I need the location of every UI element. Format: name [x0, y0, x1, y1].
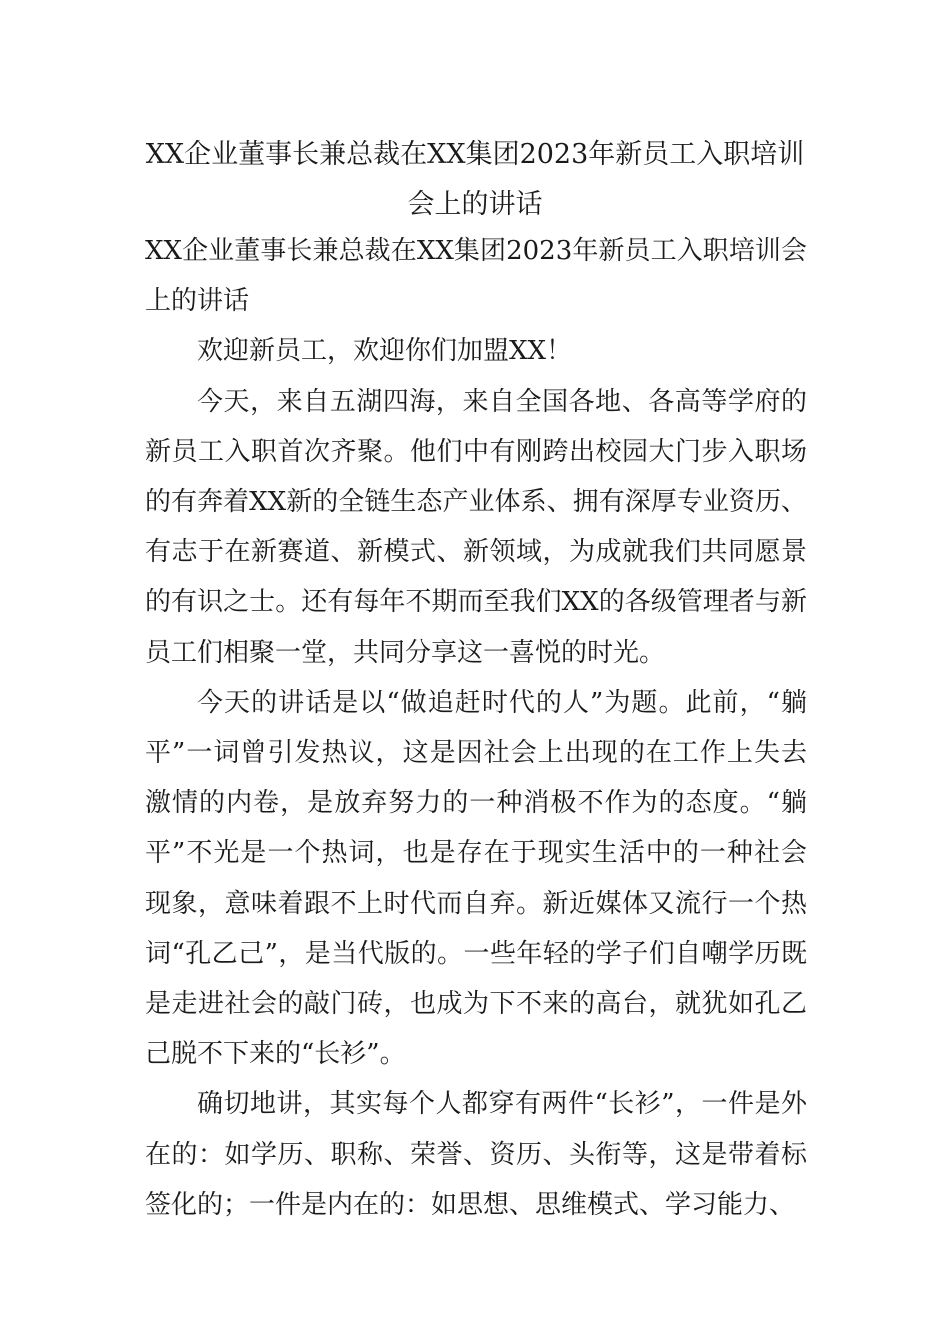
- paragraph-today: 今天，来自五湖四海，来自全国各地、各高等学府的新员工入职首次齐聚。他们中有刚跨出校园大门步入职场的有奔着XX新的全链生态产业体系、拥有深厚专业资历、有志于在新赛道、新模式、新领域，为成就我们共同愿景的有识之士。还有每年不期而至我们XX的各级管理者与新员工们相聚一堂，共同分享这一喜悦的时光。: [145, 386, 807, 668]
- document-body: [145, 226, 807, 1230]
- paragraph-welcome: 欢迎新员工，欢迎你们加盟XX！: [197, 336, 573, 367]
- paragraph-topic: 今天的讲话是以“做追赶时代的人”为题。此前，“躺平”一词曾引发热议，这是因社会上出现的在工作上失去激情的内卷，是放弃努力的一种消极不作为的态度。“躺平”不光是一个热词，也是存在于现实生活中的一种社会现象，意味着跟不上时代而自弃。新近媒体又流行一个热词“孔乙己”，是当代版的。一些年轻的学子们自嘲学历既是走进社会的敲门砖，也成为下不来的高台，就犹如孔乙己脱不下来的“长衫”。: [145, 687, 807, 1070]
- document-title: XX企业董事长兼总裁在XX集团2023年新员工入职培训会上的讲话: [145, 139, 805, 220]
- paragraph-long-gown: 确切地讲，其实每个人都穿有两件“长衫”，一件是外在的：如学历、职称、荣誉、资历、头衔等，这是带着标签化的；一件是内在的：如思想、思维模式、学习能力、: [145, 1089, 807, 1220]
- document-subtitle: XX企业董事长兼总裁在XX集团2023年新员工入职培训会上的讲话: [145, 236, 807, 317]
